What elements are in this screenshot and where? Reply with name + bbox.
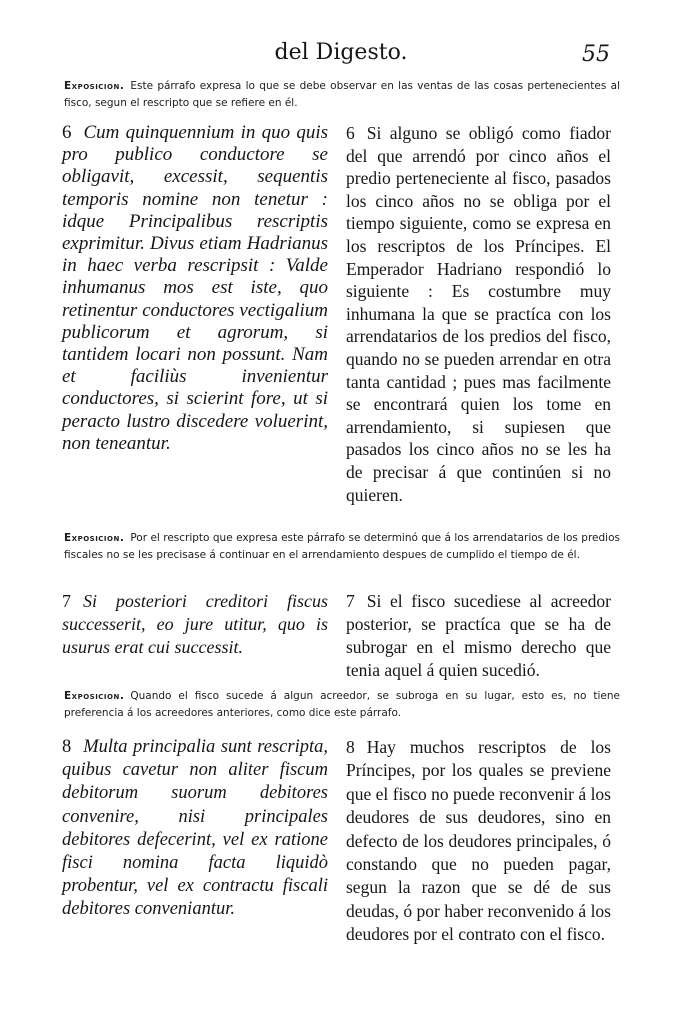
page-header xyxy=(0,40,682,74)
paragraph-number: 7 xyxy=(346,591,355,611)
exposicion-label: Exposicion. xyxy=(64,532,125,544)
exposicion-note-1 xyxy=(64,78,620,112)
latin-text: Cum quinquennium in quo quis pro publico conductore se obligavit, excessit, sequentis temporis nomine non tenetur : idque Principalibus rescriptis exprimitur. Divus etiam Hadrianus in haec verba rescripsit : Valde inhumanus mos est iste, quo retinentur conductores vectigalium publicorum et agrorum, si tantidem locari non possunt. Nam et faciliùs invenientur conductores, si scierint fore, ut si peracto lustro discedere voluerint, non teneantur. xyxy=(62,122,328,454)
spanish-paragraph-8 xyxy=(346,736,611,947)
spanish-text: Si el fisco sucediese al acreedor posterior, se practíca que se ha de subrogar en el mismo derecho que tenia aquel á quien sucedió. xyxy=(346,591,611,680)
spanish-text: Hay muchos rescriptos de los Príncipes, por los quales se previene que el fisco no puede reconvenir á los deudores de sus deudores, sino en defecto de los deudores principales, ó constando que no pueden pagar, segun la razon que se dé de sus deudas, ó por haber reconvenido á los deudores por el contrato con el fisco. xyxy=(346,737,611,945)
latin-text: Si posteriori creditori fiscus successerit, eo jure utitur, quo is usurus erat cui successit. xyxy=(62,591,328,657)
exposicion-text: Por el rescripto que expresa este párrafo se determinó que á los arrendatarios de los predios fiscales no se les precisase á continuar en el arrendamiento despues de cumplido el tiempo de él. xyxy=(64,532,620,561)
paragraph-number: 8 xyxy=(346,737,355,757)
latin-paragraph-7 xyxy=(62,590,328,659)
page-number: 55 xyxy=(582,42,610,67)
paragraph-number: 7 xyxy=(62,591,71,611)
latin-paragraph-6 xyxy=(62,122,328,455)
spanish-paragraph-6 xyxy=(346,122,611,506)
exposicion-note-3 xyxy=(64,688,620,722)
paragraph-number: 6 xyxy=(346,123,355,143)
running-title: del Digesto. xyxy=(274,40,408,65)
latin-paragraph-8 xyxy=(62,736,328,922)
paragraph-number: 6 xyxy=(62,122,72,143)
exposicion-label: Exposicion. xyxy=(64,690,125,702)
latin-text: Multa principalia sunt rescripta, quibus cavetur non aliter fiscum debitorum suorum debitores convenire, nisi principales debitores defecerint, vel ex ratione fisci nomina facta liquidò probentur, vel ex contractu fiscali debitores conveniantur. xyxy=(62,737,328,920)
exposicion-label: Exposicion. xyxy=(64,80,125,92)
exposicion-text: Este párrafo expresa lo que se debe observar en las ventas de las cosas pertenecientes al fisco, segun el rescripto que se refiere en él. xyxy=(64,80,620,109)
paragraph-number: 8 xyxy=(62,737,72,757)
exposicion-note-2 xyxy=(64,530,620,564)
spanish-paragraph-7 xyxy=(346,590,611,682)
spanish-text: Si alguno se obligó como fiador del que arrendó por cinco años el predio perteneciente al fisco, pasados los cinco años no se obliga por el tiempo siguiente, como se expresa en los rescriptos de los Príncipes. El Emperador Hadriano respondió lo siguiente : Es costumbre muy inhumana la que se practíca con los arrendatarios de los predios del fisco, quando no se pueden arrendar en otra tanta cantidad ; pues mas facilmente se encontrará quien los tome en arrendamiento, si supiesen que pasados los cinco años no se les ha de precisar á que continúen si no quieren. xyxy=(346,123,611,505)
exposicion-text: Quando el fisco sucede á algun acreedor, se subroga en su lugar, esto es, no tiene preferencia á los acreedores anteriores, como dice este párrafo. xyxy=(64,690,620,719)
